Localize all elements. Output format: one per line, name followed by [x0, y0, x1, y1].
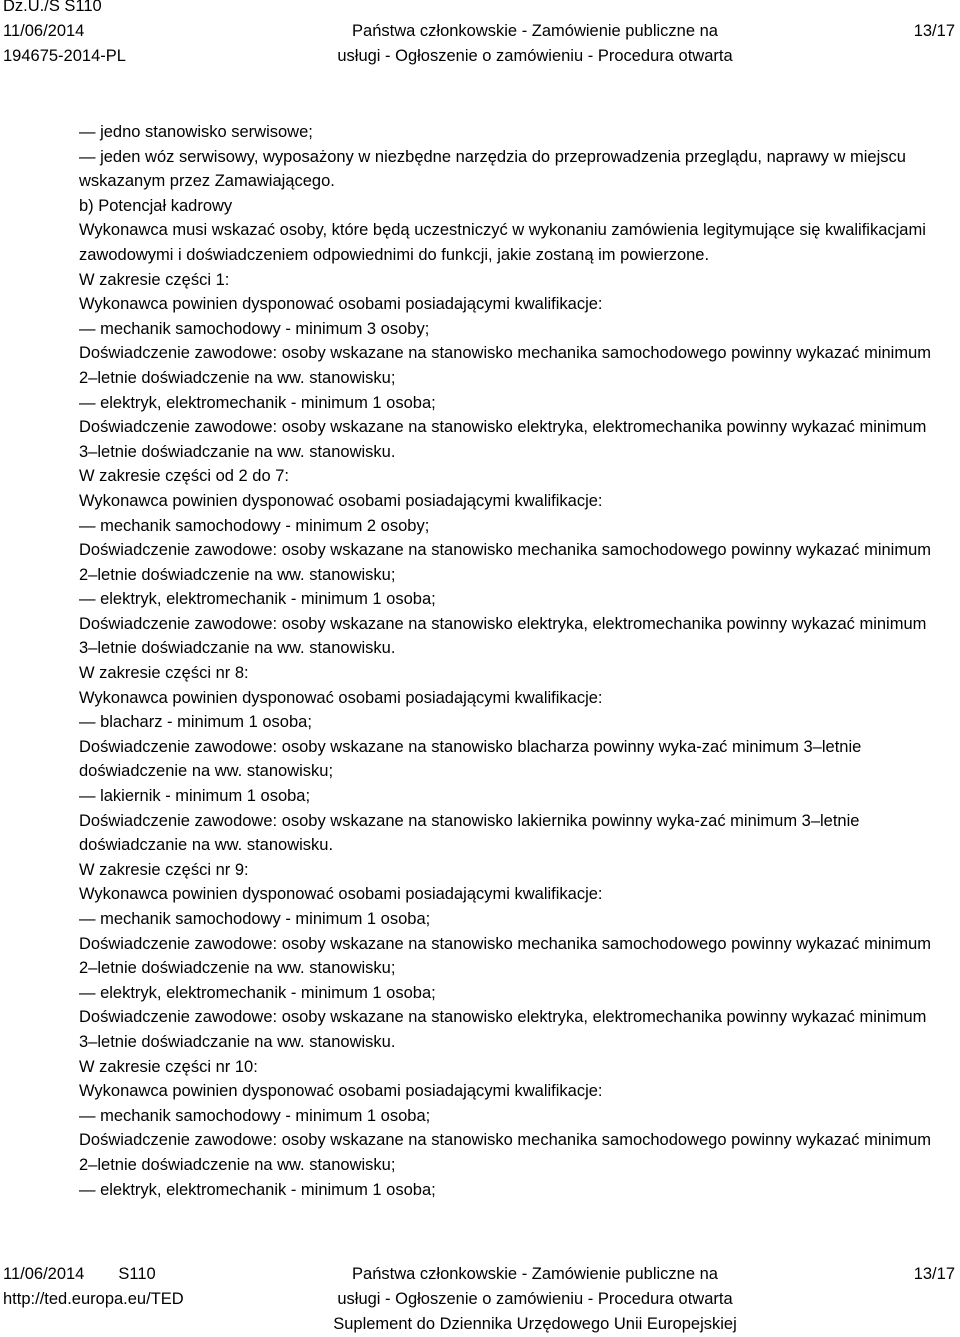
body-line: W zakresie części od 2 do 7: — [79, 467, 290, 486]
body-line: — elektryk, elektromechanik - minimum 1 osoba; — [79, 983, 436, 1002]
header-title-line-1: Państwa członkowskie - Zamówienie publiczne na — [352, 22, 718, 40]
body-line: — mechanik samochodowy - minimum 1 osoba; — [79, 910, 431, 928]
footer-right — [914, 1262, 955, 1287]
footer-title-line-2: usługi - Ogłoszenie o zamówieniu - Procedura otwarta — [337, 1290, 733, 1308]
header-page-number: 13/17 — [913, 22, 955, 40]
body-line: Doświadczenie zawodowe: osoby wskazane na stanowisko mechanika samochodowego powinny wykazać minimum 2–letnie doświadczenie na ww. stanowisku; — [79, 541, 932, 584]
body-line: W zakresie części nr 8: — [79, 664, 249, 683]
body-line: Doświadczenie zawodowe: osoby wskazane na stanowisko mechanika samochodowego powinny wykazać minimum 2–letnie doświadczenie na ww. stanowisku; — [79, 934, 932, 978]
publication-date: 11/06/2014 — [3, 22, 85, 40]
body-line: Wykonawca musi wskazać osoby, które będą uczestniczyć w wykonaniu zamówienia legitymujące się kwalifikacjami zawodowymi i doświadczeniem odpowiednimi do funkcji, jakie zostaną im powierzone. — [79, 221, 926, 264]
footer-center — [310, 1262, 760, 1337]
notice-number: 194675-2014-PL — [3, 47, 126, 65]
header-center — [310, 0, 760, 69]
body-line: — blacharz - minimum 1 osoba; — [79, 713, 312, 732]
body-line: — elektryk, elektromechanik - minimum 1 osoba; — [79, 393, 436, 412]
header-right — [914, 0, 955, 44]
body-line: Doświadczenie zawodowe: osoby wskazane na stanowisko elektryka, elektromechanika powinny wykazać minimum 3–letnie doświadczanie na ww. stanowisku. — [79, 418, 927, 461]
body-line: W zakresie części nr 10: — [79, 1057, 258, 1076]
footer-series: S110 — [118, 1265, 156, 1283]
footer-url: http://ted.europa.eu/TED — [3, 1290, 184, 1308]
body-line: — jeden wóz serwisowy, wyposażony w niezbędne narzędzia do przeprowadzenia przeglądu, naprawy w miejscu wskazanym przez Zamawiającego. — [79, 147, 906, 191]
body-line: — elektryk, elektromechanik - minimum 1 osoba; — [79, 1180, 436, 1199]
body-line: — lakiernik - minimum 1 osoba; — [79, 787, 311, 806]
footer-page-number: 13/17 — [913, 1265, 955, 1283]
body-line: Doświadczenie zawodowe: osoby wskazane na stanowisko mechanika samochodowego powinny wykazać minimum 2–letnie doświadczenie na ww. stanowisku; — [79, 344, 932, 387]
body-line: — mechanik samochodowy - minimum 1 osoba; — [79, 1106, 431, 1125]
header-left — [3, 0, 126, 69]
body-line: Wykonawca powinien dysponować osobami posiadającymi kwalifikacje: — [79, 1082, 603, 1101]
body-line: — mechanik samochodowy - minimum 3 osoby; — [79, 319, 430, 338]
body-line: — mechanik samochodowy - minimum 2 osoby; — [79, 516, 430, 535]
journal-reference: Dz.U./S S110 — [3, 0, 102, 15]
body-line: W zakresie części 1: — [79, 270, 230, 289]
body-line: Wykonawca powinien dysponować osobami posiadającymi kwalifikacje: — [79, 688, 603, 707]
footer-title-line-1: Państwa członkowskie - Zamówienie publiczne na — [352, 1265, 718, 1283]
footer-left — [3, 1262, 184, 1312]
body-line: Doświadczenie zawodowe: osoby wskazane na stanowisko elektryka, elektromechanika powinny wykazać minimum 3–letnie doświadczanie na ww. stanowisku. — [79, 614, 927, 658]
body-line: Wykonawca powinien dysponować osobami posiadającymi kwalifikacje: — [79, 885, 603, 904]
body-line: b) Potencjał kadrowy — [79, 196, 233, 215]
header-title-line-2: usługi - Ogłoszenie o zamówieniu - Procedura otwarta — [337, 47, 733, 65]
body-line: — jedno stanowisko serwisowe; — [79, 123, 313, 141]
body-line: Doświadczenie zawodowe: osoby wskazane na stanowisko blacharza powinny wyka-zać minimum 3–letnie doświadczenie na ww. stanowisku; — [79, 737, 862, 781]
footer-supplement: Suplement do Dziennika Urzędowego Unii Europejskiej — [333, 1315, 737, 1333]
document-body — [79, 120, 939, 1202]
body-line: Doświadczenie zawodowe: osoby wskazane na stanowisko lakiernika powinny wyka-zać minimum 3–letnie doświadczanie na ww. stanowisku. — [79, 811, 860, 855]
body-line: Doświadczenie zawodowe: osoby wskazane na stanowisko mechanika samochodowego powinny wykazać minimum 2–letnie doświadczenie na ww. stanowisku; — [79, 1131, 932, 1174]
footer-date: 11/06/2014 — [3, 1265, 85, 1283]
body-line: Doświadczenie zawodowe: osoby wskazane na stanowisko elektryka, elektromechanika powinny wykazać minimum 3–letnie doświadczanie na ww. stanowisku. — [79, 1008, 927, 1051]
body-line: Wykonawca powinien dysponować osobami posiadającymi kwalifikacje: — [79, 491, 603, 510]
body-line: W zakresie części nr 9: — [79, 860, 249, 879]
body-line: Wykonawca powinien dysponować osobami posiadającymi kwalifikacje: — [79, 295, 603, 314]
body-line: — elektryk, elektromechanik - minimum 1 osoba; — [79, 590, 436, 609]
